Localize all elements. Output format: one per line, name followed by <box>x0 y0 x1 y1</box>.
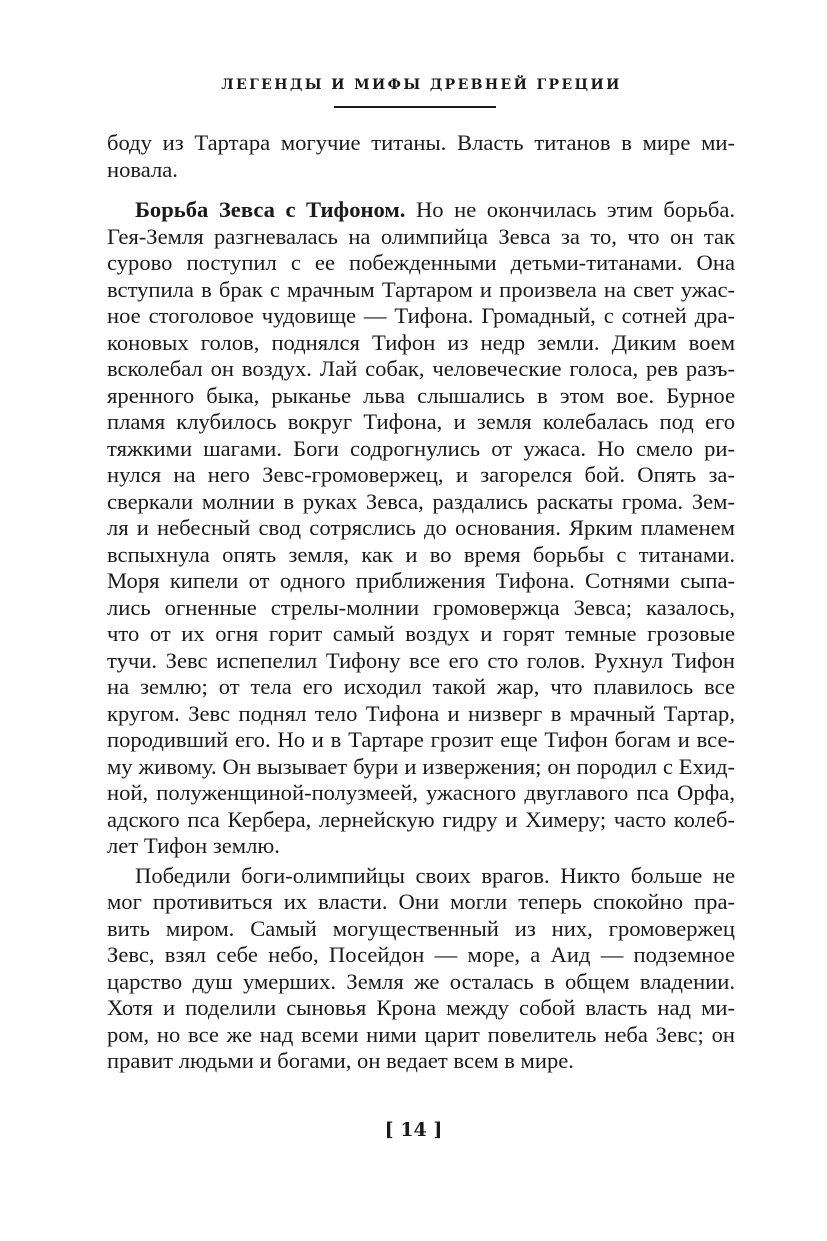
running-head <box>0 74 827 93</box>
text-line: правит людьми и богами, он ведает всем в мире. <box>107 1048 574 1073</box>
text-line: вить миром. Самый могущественный из них, громовержец <box>107 915 735 941</box>
text-line: му живому. Он вызывает бури и извержения; он породил с Ехид- <box>107 753 735 779</box>
text-line: пламя клубилось вокруг Тифона, и земля колебалась под его <box>107 409 735 434</box>
text-line: породивший его. Но и в Тартаре грозит еще Тифон богам и все- <box>107 727 735 752</box>
text-line: ля и небесный свод сотряслись до основания. Ярким пламенем <box>107 515 735 540</box>
text-line: ром, но все же над всеми ними царит повелитель неба Зевс; он <box>107 1021 735 1047</box>
text-line: Победили боги-олимпийцы своих врагов. Никто больше не <box>135 862 735 888</box>
text-line: мог противиться их власти. Они могли теперь спокойно пра- <box>107 889 735 914</box>
text-line: тучи. Зевс испепелил Тифону все его сто голов. Рухнул Тифон <box>107 647 735 673</box>
text-line: вступила в брак с мрачным Тартаром и произвела на свет ужас- <box>107 276 735 302</box>
paragraph-3 <box>107 863 735 1075</box>
text-line: яренного быка, рыканье льва слышались в этом вое. Бурное <box>107 382 735 408</box>
text-line: Гея-Земля разгневалась на олимпийца Зевса за то, что он так <box>107 223 735 249</box>
text-line: нулся на него Зевс-громовержец, и загорелся бой. Опять за- <box>107 462 735 487</box>
section-heading: Борьба Зевса с Тифоном. <box>135 197 406 222</box>
text-line: царство душ умерших. Земля же осталась в общем владении. <box>107 968 735 994</box>
text-line: коновых голов, поднялся Тифон из недр земли. Диким воем <box>107 329 735 355</box>
body-text <box>107 130 735 1075</box>
running-head-title: ЛЕГЕНДЫ И МИФЫ ДРЕВНЕЙ ГРЕЦИИ <box>221 77 622 93</box>
text-line: Зевс, взял себе небо, Посейдон — море, а Аид — подземное <box>107 942 735 967</box>
text-line: ной, полуженщиной-полузмеей, ужасного двуглавого пса Орфа, <box>107 780 735 805</box>
text-line: лись огненные стрелы-молнии громовержца Зевса; казалось, <box>107 594 735 620</box>
text-line: Моря кипели от одного приближения Тифона. Сотнями сыпа- <box>107 568 735 593</box>
paragraph-spacer <box>107 183 735 197</box>
text-line: сверкали молнии в руках Зевса, раздались раскаты грома. Зем- <box>107 488 735 514</box>
running-head-rule <box>334 106 496 108</box>
text-line: кругом. Зевс поднял тело Тифона и низверг в мрачный Тартар, <box>107 700 735 726</box>
text-line: новала. <box>107 156 178 182</box>
text-line: всколебал он воздух. Лай собак, человеческие голоса, рев разъ- <box>107 356 735 381</box>
text-line-with-heading <box>107 197 735 224</box>
text-line: что от их огня горит самый воздух и горят темные грозовые <box>107 621 735 646</box>
paragraph-1 <box>107 130 735 183</box>
text-line: боду из Тартара могучие титаны. Власть титанов в мире ми- <box>107 130 735 155</box>
text-line: адского пса Кербера, лернейскую гидру и Химеру; часто колеб- <box>107 806 735 832</box>
page-number: [ 14 ] <box>384 1119 443 1141</box>
paragraph-2 <box>107 197 735 860</box>
text-line: на землю; от тела его исходил такой жар, что плавилось все <box>107 674 735 699</box>
text-line: вспыхнула опять земля, как и во время борьбы с титанами. <box>107 541 735 567</box>
text-run: Но не окончилась этим борьба. <box>405 197 735 222</box>
text-line: ное стоголовое чудовище — Тифона. Громадный, с сотней дра- <box>107 303 735 328</box>
text-line: сурово поступил с ее побежденными детьми-титанами. Она <box>107 250 735 275</box>
text-line: лет Тифон землю. <box>107 833 280 858</box>
text-line: Хотя и поделили сыновья Крона между собой власть над ми- <box>107 995 735 1020</box>
text-line: тяжкими шагами. Боги содрогнулись от ужаса. Но смело ри- <box>107 435 735 461</box>
